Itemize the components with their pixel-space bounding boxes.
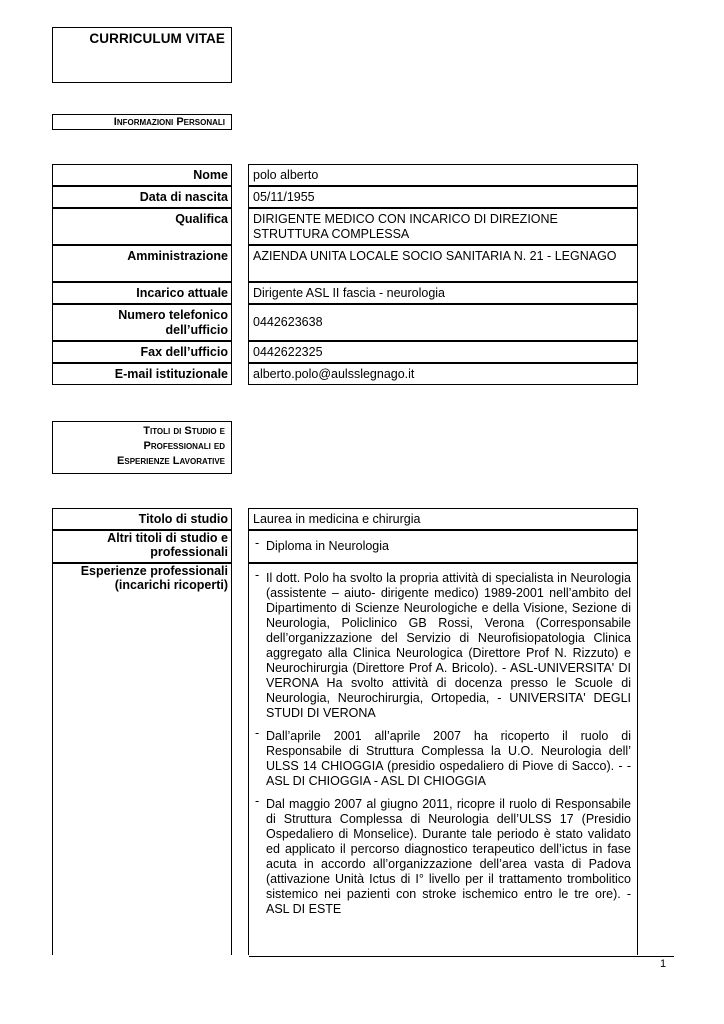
page-number: 1 — [660, 958, 667, 970]
document-title: CURRICULUM VITAE — [89, 31, 225, 46]
label-esperienze: Esperienze professionali (incarichi ricoperti) — [52, 563, 232, 955]
list-item — [255, 794, 631, 917]
label-data-nascita: Data di nascita — [52, 186, 232, 208]
label-altri-titoli: Altri titoli di studio e professionali — [52, 530, 232, 563]
label-numero-telefonico: Numero telefonico dell’ufficio — [52, 304, 232, 341]
value-altri-titoli — [248, 530, 638, 563]
label-fax: Fax dell’ufficio — [52, 341, 232, 363]
bullet-dash: - — [255, 726, 260, 740]
section-header-studies — [52, 421, 232, 474]
value-nome: polo alberto — [248, 164, 638, 186]
item-text: Dal maggio 2007 al giugno 2011, ricopre il ruolo di Responsabile di Struttura Complessa di Neurologia dell’ULSS 17 (Presidio Ospedaliero di Monselice). Durante tale periodo è stato validato ed applicato il percorso diagnostico terapeutico dell’ictus in fase acuta in accordo all’organizzazione dell’area vasta di Padova (attivazione Unità Ictus di I° livello per il trattamento trombolitico sistemico nei pazienti con stroke ischemico entro le tre ore). - ASL DI ESTE — [266, 797, 631, 916]
label-amministrazione: Amministrazione — [52, 245, 232, 282]
value-numero-telefonico: 0442623638 — [248, 304, 638, 341]
item-text: Il dott. Polo ha svolto la propria attività di specialista in Neurologia (assistente – aiuto- dirigente medico) 1989-2001 nell’ambito del Dipartimento di Scienze Neurologiche e della Visione, Sezione di Neurologia, Policlinico GB Rossi, Verona (Corresponsabile dell’organizzazione del Servizio di Neurofisiopatologia Clinica aggregato alla Clinica Neurologica (Direttore Prof N. Rizzuto) e Neurochirurgia (Direttore Prof A. Bricolo). - ASL-UNIVERSITA' DI VERONA Ha svolto attività di docenza presso le Scuole di Neurologia, Neurochirurgia, Ortopedia, - UNIVERSITA' DEGLI STUDI DI VERONA — [266, 571, 631, 720]
item-text: Dall’aprile 2001 all’aprile 2007 ha ricoperto il ruolo di Responsabile di Struttura Complessa la U.O. Neurologia dell’ ULSS 14 CHIOGGIA (presidio ospedaliero di Piove di Sacco). - - ASL DI CHIOGGIA - ASL DI CHIOGGIA — [266, 729, 631, 788]
title-box — [52, 27, 232, 83]
label-titolo-studio: Titolo di studio — [52, 508, 232, 530]
item-text: Diploma in Neurologia — [266, 539, 389, 553]
section-title-studies-line3: Esperienze Lavorative — [117, 455, 225, 467]
value-qualifica: DIRIGENTE MEDICO CON INCARICO DI DIREZIONE STRUTTURA COMPLESSA — [248, 208, 638, 245]
value-amministrazione: AZIENDA UNITA LOCALE SOCIO SANITARIA N. 21 - LEGNAGO — [248, 245, 638, 282]
section-title-studies-line1: Titoli di Studio e — [143, 425, 225, 437]
footer-divider — [249, 956, 674, 957]
section-title-personal: Informazioni Personali — [113, 116, 225, 128]
list-item — [255, 726, 631, 789]
value-fax: 0442622325 — [248, 341, 638, 363]
bullet-dash: - — [255, 794, 260, 808]
bullet-dash: - — [255, 568, 260, 582]
label-nome: Nome — [52, 164, 232, 186]
value-incarico-attuale: Dirigente ASL II fascia - neurologia — [248, 282, 638, 304]
value-data-nascita: 05/11/1955 — [248, 186, 638, 208]
value-titolo-studio: Laurea in medicina e chirurgia — [248, 508, 638, 530]
value-esperienze — [248, 563, 638, 955]
value-email: alberto.polo@aulsslegnago.it — [248, 363, 638, 385]
label-qualifica: Qualifica — [52, 208, 232, 245]
label-email: E-mail istituzionale — [52, 363, 232, 385]
bullet-dash: - — [255, 536, 260, 550]
label-incarico-attuale: Incarico attuale — [52, 282, 232, 304]
list-item — [255, 568, 631, 721]
list-item — [255, 536, 631, 554]
section-header-personal — [52, 114, 232, 130]
section-title-studies-line2: Professionali ed — [143, 440, 225, 452]
